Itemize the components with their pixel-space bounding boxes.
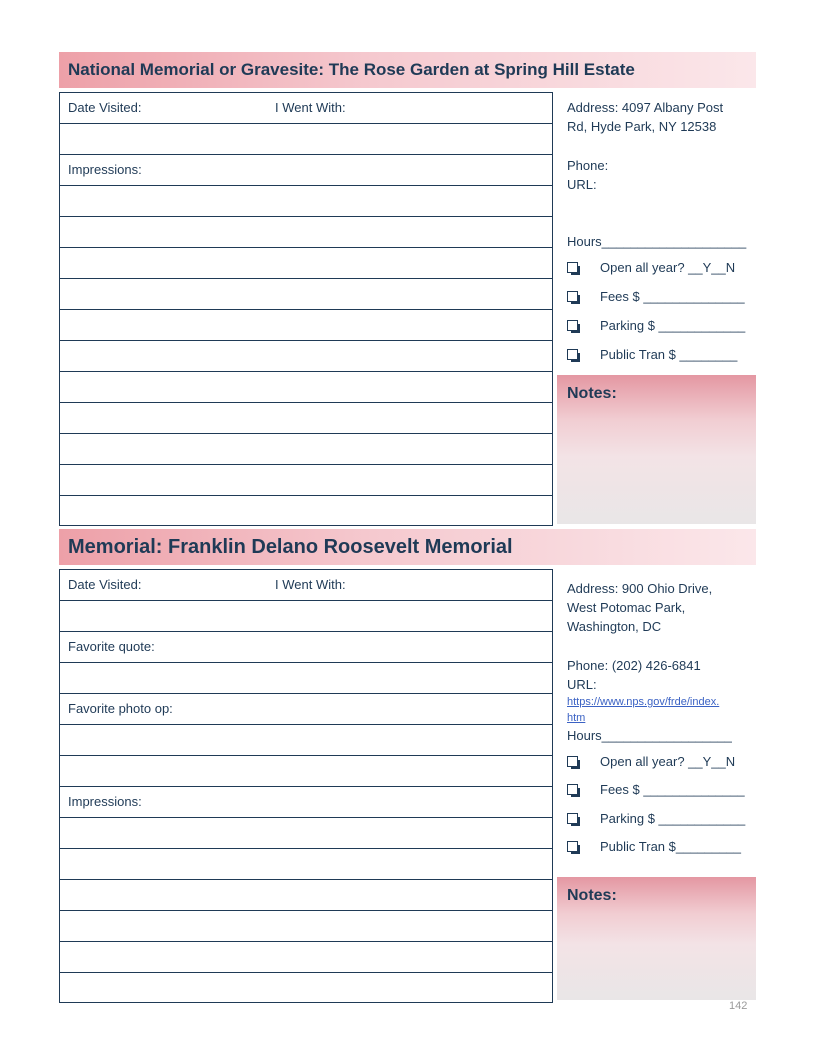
parking-label: Parking $ ____________ xyxy=(600,811,746,826)
section2-journal-grid xyxy=(59,569,553,1003)
section2-info-panel xyxy=(567,579,757,859)
fees-checkbox[interactable] xyxy=(567,784,578,795)
blank-row[interactable] xyxy=(60,124,552,155)
url-label: URL: xyxy=(567,677,597,692)
public-transit-checkbox[interactable] xyxy=(567,349,578,360)
blank-row[interactable] xyxy=(60,942,552,973)
went-with-label: I Went With: xyxy=(275,577,346,592)
blank-row[interactable] xyxy=(60,403,552,434)
impressions-label: Impressions: xyxy=(68,794,142,809)
date-row[interactable] xyxy=(60,93,552,124)
section1-info-panel xyxy=(567,98,757,368)
section1-journal-grid xyxy=(59,92,553,526)
url-label: URL: xyxy=(567,177,597,192)
notes-heading: Notes: xyxy=(567,887,617,904)
blank-row[interactable] xyxy=(60,186,552,217)
date-row[interactable] xyxy=(60,570,552,601)
blank-row[interactable] xyxy=(60,818,552,849)
fees-label: Fees $ ______________ xyxy=(600,782,745,797)
address-line: Rd, Hyde Park, NY 12538 xyxy=(567,119,717,134)
went-with-label: I Went With: xyxy=(275,100,346,115)
page-number: 142 xyxy=(729,1000,748,1012)
impressions-row[interactable] xyxy=(60,787,552,818)
parking-checkbox[interactable] xyxy=(567,813,578,824)
parking-checkbox[interactable] xyxy=(567,320,578,331)
public-transit-label: Public Tran $_________ xyxy=(600,839,741,854)
open-all-year-checkbox[interactable] xyxy=(567,262,578,273)
notes-heading: Notes: xyxy=(567,385,617,402)
address-line: Address: 900 Ohio Drive, xyxy=(567,581,713,596)
blank-row[interactable] xyxy=(60,601,552,632)
open-all-year-label: Open all year? __Y__N xyxy=(600,260,736,275)
blank-row[interactable] xyxy=(60,372,552,403)
website-link-cont[interactable]: htm xyxy=(567,712,586,724)
blank-row[interactable] xyxy=(60,341,552,372)
blank-row[interactable] xyxy=(60,756,552,787)
open-all-year-checkbox[interactable] xyxy=(567,756,578,767)
section2-title: Memorial: Franklin Delano Roosevelt Memorial xyxy=(68,535,513,558)
phone-label: Phone: xyxy=(567,158,609,173)
blank-row[interactable] xyxy=(60,663,552,694)
blank-row[interactable] xyxy=(60,911,552,942)
hours-field[interactable]: Hours____________________ xyxy=(567,234,747,249)
blank-row[interactable] xyxy=(60,880,552,911)
section1-notes-box[interactable] xyxy=(557,375,756,524)
section2-notes-box[interactable] xyxy=(557,877,756,1000)
hours-field[interactable]: Hours__________________ xyxy=(567,728,732,743)
fees-checkbox[interactable] xyxy=(567,291,578,302)
blank-row[interactable] xyxy=(60,725,552,756)
blank-row[interactable] xyxy=(60,434,552,465)
favorite-quote-label: Favorite quote: xyxy=(68,639,155,654)
impressions-label: Impressions: xyxy=(68,162,142,177)
open-all-year-label: Open all year? __Y__N xyxy=(600,754,736,769)
section1-title-bar xyxy=(59,52,756,88)
parking-label: Parking $ ____________ xyxy=(600,318,746,333)
impressions-row[interactable] xyxy=(60,155,552,186)
blank-row[interactable] xyxy=(60,496,552,525)
blank-row[interactable] xyxy=(60,310,552,341)
blank-row[interactable] xyxy=(60,973,552,1002)
favorite-photo-row[interactable] xyxy=(60,694,552,725)
date-visited-label: Date Visited: xyxy=(68,100,142,115)
blank-row[interactable] xyxy=(60,849,552,880)
blank-row[interactable] xyxy=(60,248,552,279)
address-line: Address: 4097 Albany Post xyxy=(567,100,724,115)
section1-title: National Memorial or Gravesite: The Rose Garden at Spring Hill Estate xyxy=(68,60,635,79)
favorite-photo-label: Favorite photo op: xyxy=(68,701,173,716)
address-line: West Potomac Park, xyxy=(567,600,686,615)
date-visited-label: Date Visited: xyxy=(68,577,142,592)
blank-row[interactable] xyxy=(60,465,552,496)
public-transit-label: Public Tran $ ________ xyxy=(600,347,738,362)
website-link[interactable]: https://www.nps.gov/frde/index. xyxy=(567,696,720,708)
phone-label: Phone: (202) 426-6841 xyxy=(567,658,701,673)
address-line: Washington, DC xyxy=(567,619,662,634)
blank-row[interactable] xyxy=(60,217,552,248)
fees-label: Fees $ ______________ xyxy=(600,289,745,304)
blank-row[interactable] xyxy=(60,279,552,310)
section2-title-bar xyxy=(59,529,756,565)
favorite-quote-row[interactable] xyxy=(60,632,552,663)
public-transit-checkbox[interactable] xyxy=(567,841,578,852)
